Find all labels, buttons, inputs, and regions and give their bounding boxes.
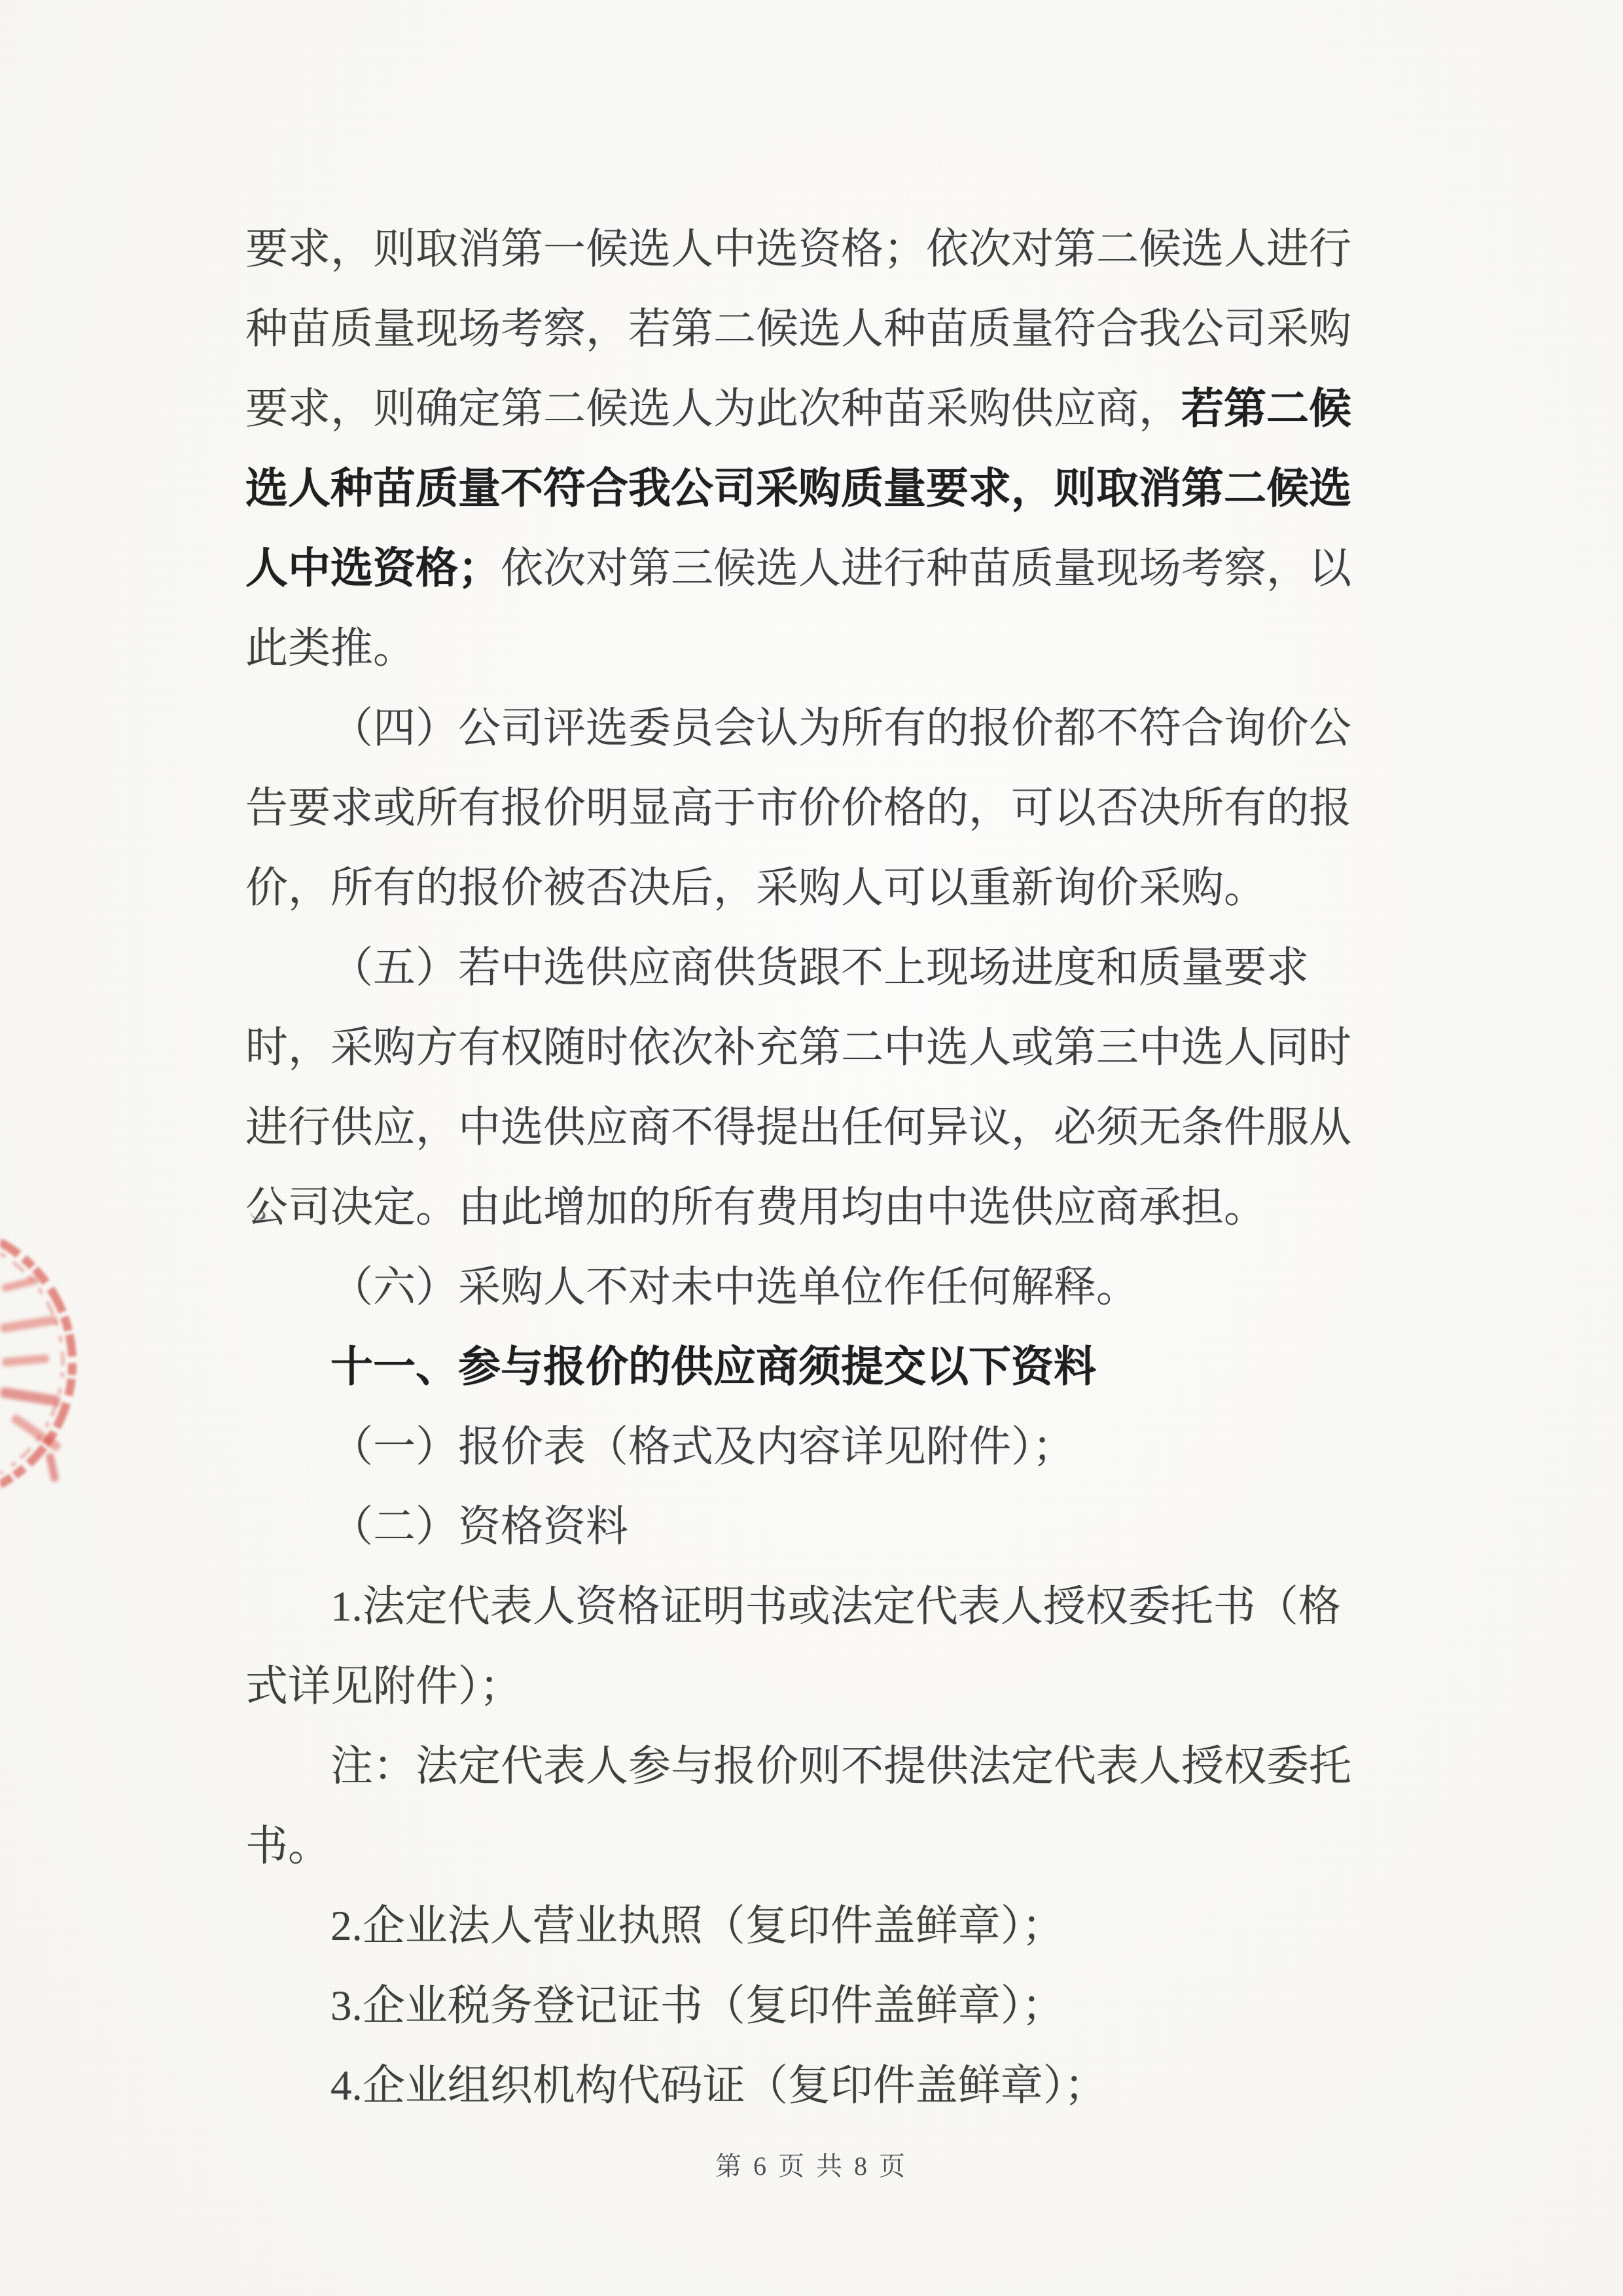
stamp-text-fragment — [2, 1354, 50, 1367]
bold-text-segment: 十一、参与报价的供应商须提交以下资料 — [330, 1344, 1097, 1391]
text-line — [245, 1327, 1371, 1407]
text-segment: 种苗质量现场考察，若第二候选人种苗质量符合我公司采购 — [245, 306, 1352, 353]
text-segment: 式详见附件）； — [245, 1663, 522, 1710]
stamp-text-fragment — [10, 1413, 62, 1452]
text-segment: （一）报价表（格式及内容详见附件）； — [330, 1424, 1075, 1471]
text-line — [245, 928, 1371, 1008]
text-line — [245, 689, 1371, 768]
page-number: 第 6 页 共 8 页 — [715, 2151, 908, 2181]
text-line — [245, 289, 1371, 369]
text-segment: 4.企业组织机构代码证（复印件盖鲜章）； — [330, 2062, 1107, 2109]
text-line — [245, 1487, 1371, 1567]
text-segment: 告要求或所有报价明显高于市价价格的，可以否决所有的报 — [245, 785, 1352, 832]
bold-text-segment: 选人种苗质量不符合我公司采购质量要求，则取消第二候选 — [245, 465, 1352, 512]
text-segment: 此类推。 — [245, 625, 416, 672]
text-segment: （五）若中选供应商供货跟不上现场进度和质量要求 — [330, 944, 1310, 992]
stamp-arc — [0, 1223, 98, 1511]
text-line — [245, 848, 1371, 928]
stamp-text-fragment — [46, 1452, 60, 1482]
text-line — [245, 1567, 1371, 1647]
text-line — [245, 1806, 1371, 1886]
text-segment: 3.企业税务登记证书（复印件盖鲜章）； — [330, 1982, 1065, 2030]
text-segment: 要求，则取消第一候选人中选资格；依次对第二候选人进行 — [245, 226, 1352, 273]
text-line — [245, 1727, 1371, 1806]
bold-text-segment: 若第二候 — [1181, 386, 1352, 433]
text-line — [245, 1247, 1371, 1327]
text-line — [245, 1647, 1371, 1727]
document-body — [245, 209, 1371, 2126]
text-segment: （四）公司评选委员会认为所有的报价都不符合询价公 — [330, 705, 1352, 752]
text-segment: 时，采购方有权随时依次补充第二中选人或第三中选人同时 — [245, 1024, 1352, 1071]
bold-text-segment: 人中选资格； — [245, 545, 501, 592]
text-line — [245, 768, 1371, 848]
text-segment: 价，所有的报价被否决后，采购人可以重新询价采购。 — [245, 865, 1267, 912]
text-line — [245, 1886, 1371, 1966]
text-line — [245, 1168, 1371, 1247]
text-line — [245, 209, 1371, 289]
text-line — [245, 529, 1371, 609]
text-line — [245, 1088, 1371, 1168]
stamp-text-fragment — [0, 1387, 61, 1407]
text-line — [245, 609, 1371, 689]
text-line — [245, 2046, 1371, 2126]
text-segment: 1.法定代表人资格证明书或法定代表人授权委托书（格 — [330, 1583, 1341, 1630]
text-line — [245, 369, 1371, 449]
text-segment: 公司决定。由此增加的所有费用均由中选供应商承担。 — [245, 1184, 1267, 1231]
text-segment: （六）采购人不对未中选单位作任何解释。 — [330, 1264, 1139, 1311]
text-line — [245, 1407, 1371, 1487]
text-segment: 要求，则确定第二候选人为此次种苗采购供应商， — [245, 386, 1182, 433]
text-line — [245, 1008, 1371, 1088]
red-seal-stamp — [0, 1223, 98, 1511]
text-segment: （二）资格资料 — [330, 1503, 629, 1551]
text-segment: 依次对第三候选人进行种苗质量现场考察，以 — [501, 545, 1352, 592]
text-line — [245, 1966, 1371, 2046]
text-segment: 进行供应，中选供应商不得提出任何异议，必须无条件服从 — [245, 1104, 1352, 1151]
text-line — [245, 449, 1371, 529]
text-segment: 注：法定代表人参与报价则不提供法定代表人授权委托 — [330, 1743, 1352, 1790]
stamp-text-fragment — [0, 1315, 58, 1333]
text-segment: 书。 — [245, 1823, 331, 1870]
stamp-text-fragment — [1, 1276, 39, 1293]
text-segment: 2.企业法人营业执照（复印件盖鲜章）； — [330, 1903, 1065, 1950]
